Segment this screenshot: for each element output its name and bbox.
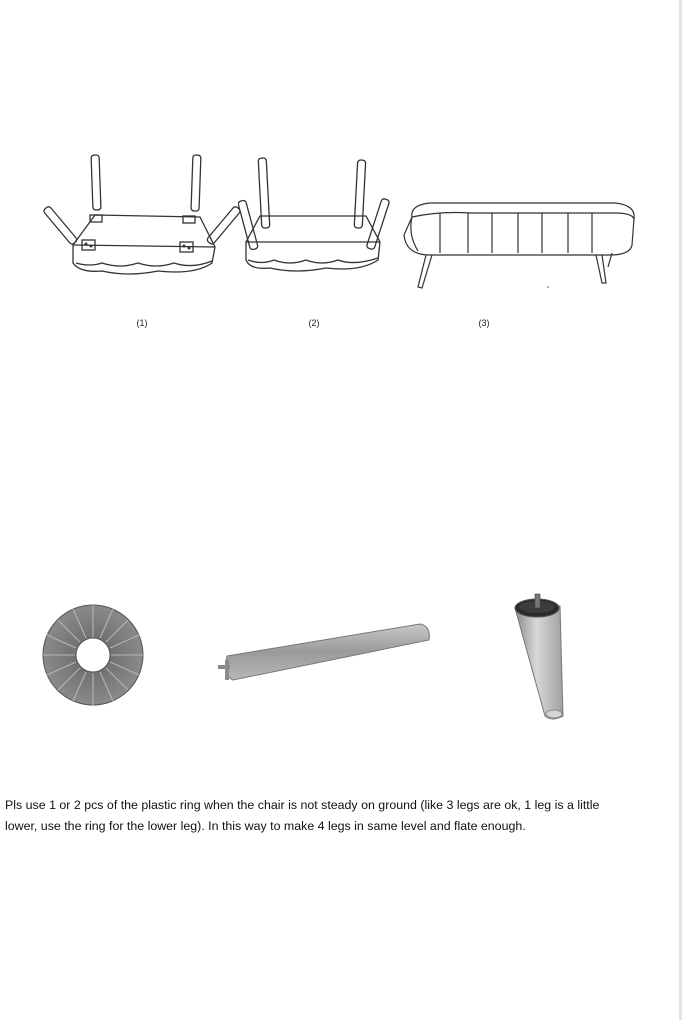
step-label-2: (2)	[308, 318, 320, 328]
bench-upside-down-attaching-icon	[40, 145, 240, 280]
tufted-bench-icon	[400, 195, 645, 295]
bench-upside-down-attached-icon	[238, 150, 398, 280]
step-label-1: (1)	[136, 318, 148, 328]
instruction-text: Pls use 1 or 2 pcs of the plastic ring when the chair is not steady on ground (like 3 legs are ok, 1 leg is a little lower, use the ring for the lower leg). In this way to make 4 legs in same level and flate enough.	[5, 798, 600, 833]
bench-leg-side-icon	[215, 618, 435, 690]
bench-leg-screw-icon	[505, 590, 575, 720]
step-label-3: (3)	[478, 318, 490, 328]
plastic-ring-icon	[40, 602, 146, 708]
